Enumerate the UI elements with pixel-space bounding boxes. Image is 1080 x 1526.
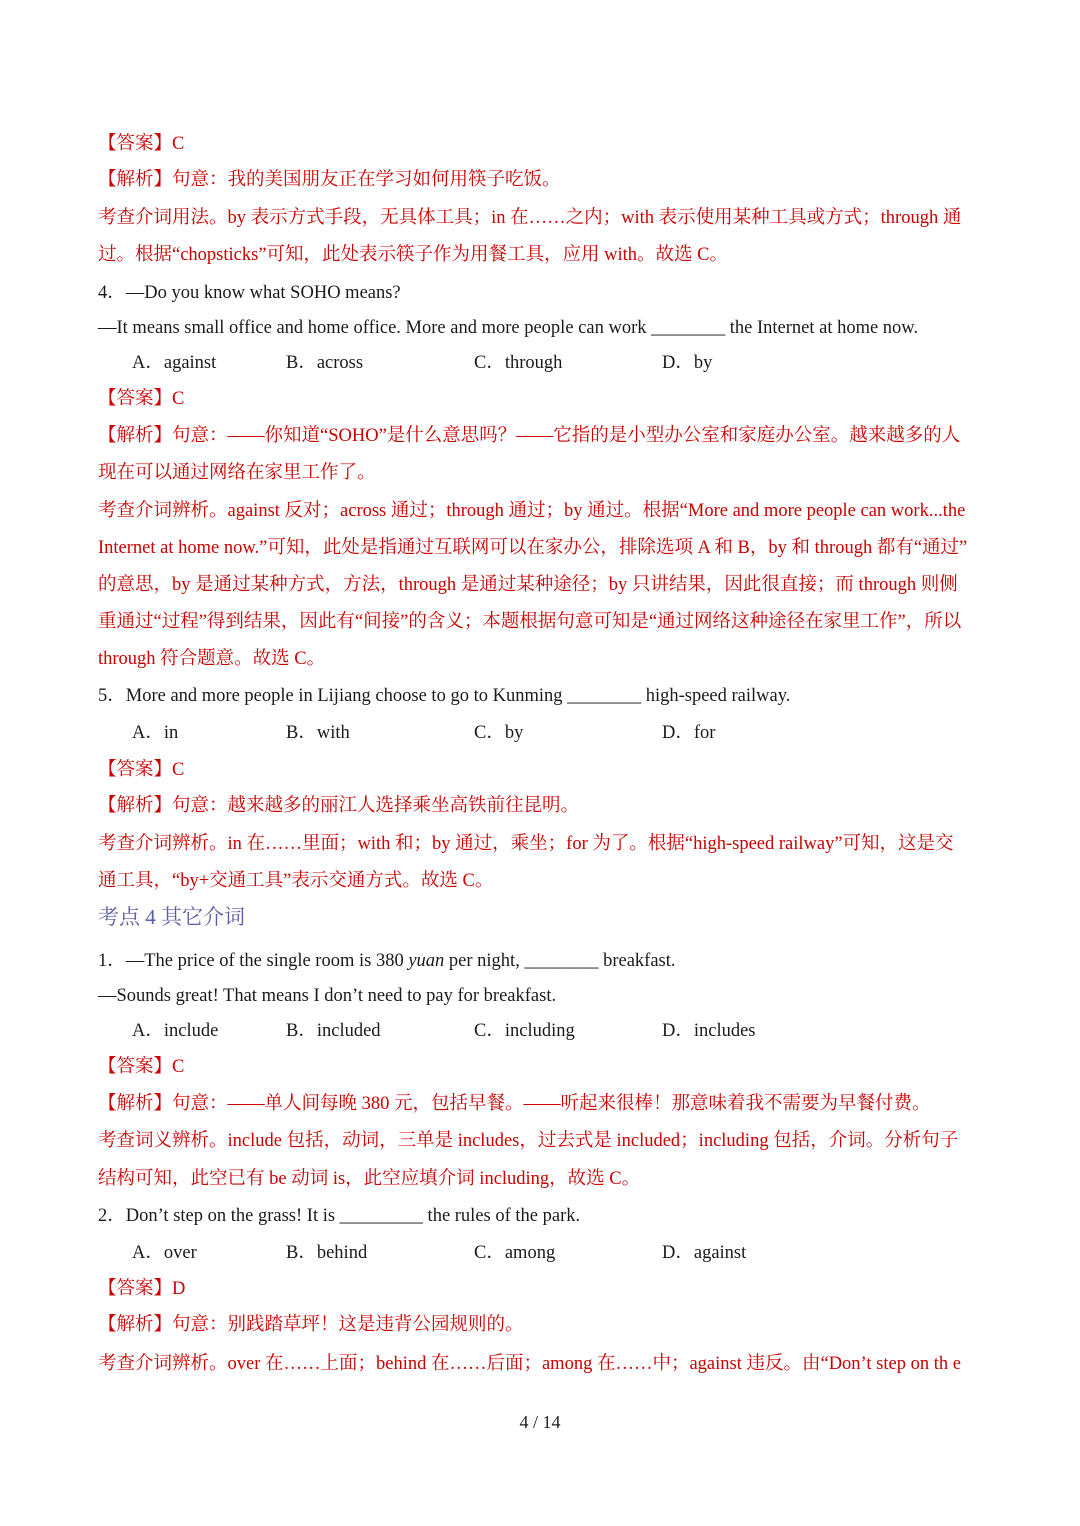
question-stem [98,948,988,974]
analysis-text: 结构可知，此空已有 be 动词 is，此空应填介词 including，故选 C。 [98,1169,641,1189]
analysis-text: 考查介词辨析。against 反对；across 通过；through 通过；by 通过。根据“More and more people can work...the [98,501,966,521]
translation-text: 句意：——你知道“SOHO”是什么意思吗？——它指的是小型办公室和家庭办公室。越来越多的人 [172,426,961,446]
option-b: B．behind [286,1243,368,1263]
page-number: 4 / 14 [519,1412,561,1432]
analysis-text: 考查介词用法。by 表示方式手段，无具体工具；in 在……之内；with 表示使用某种工具或方式；through 通 [98,208,962,228]
question-stem: —Sounds great! That means I don’t need to pay for breakfast. [98,986,557,1006]
translation-line [98,1091,988,1117]
answer-value: C [172,389,185,409]
analysis-text: 考查介词辨析。over 在……上面；behind 在……后面；among 在……中；against 违反。由“Don’t step on th e [98,1354,961,1374]
option-a: A．in [132,723,179,743]
answer-value: C [172,760,185,780]
answer-line [98,1276,988,1302]
analysis-tag: 【解析】 [98,170,173,190]
analysis-tag: 【解析】 [98,426,173,446]
analysis-text: 的意思，by 是通过某种方式，方法，through 是通过某种途径；by 只讲结果，因此很直接；而 through 则侧 [98,575,958,595]
answer-tag: 【答案】 [98,389,173,409]
option-d: D．includes [662,1021,756,1041]
stem-text: per night, ________ breakfast. [444,951,676,971]
answer-value: D [172,1279,186,1299]
option-a: A．over [132,1243,197,1263]
option-c: C．through [474,353,563,373]
translation-text: 句意：别践踏草坪！这是违背公园规则的。 [172,1315,524,1335]
option-c: C．among [474,1243,556,1263]
answer-tag: 【答案】 [98,760,173,780]
option-c: C．including [474,1021,575,1041]
analysis-text: 考查介词辨析。in 在……里面；with 和；by 通过，乘坐；for 为了。根据“high-speed railway”可知，这是交 [98,834,954,854]
option-b: B．across [286,353,364,373]
translation-line [98,793,988,819]
analysis-text: 重通过“过程”得到结果，因此有“间接”的含义；本题根据句意可知是“通过网络这种途径在家里工作”，所以 [98,612,962,632]
option-c: C．by [474,723,524,743]
translation-text: 句意：——单人间每晚 380 元，包括早餐。——听起来很棒！那意味着我不需要为早餐付费。 [172,1094,931,1114]
translation-text: 句意：我的美国朋友正在学习如何用筷子吃饭。 [172,170,561,190]
stem-italic: yuan [408,951,445,971]
analysis-tag: 【解析】 [98,1094,173,1114]
option-d: D．against [662,1243,747,1263]
translation-line [98,167,988,193]
option-b: B．included [286,1021,381,1041]
option-b: B．with [286,723,350,743]
analysis-text: 考查词义辨析。include 包括，动词，三单是 includes，过去式是 included；including 包括，介词。分析句子 [98,1131,959,1151]
question-stem: —It means small office and home office. More and more people can work ________ the Internet at home now. [98,318,919,338]
option-a: A．include [132,1021,219,1041]
analysis-text: Internet at home now.”可知，此处是指通过互联网可以在家办公，排除选项 A 和 B，by 和 through 都有“通过” [98,538,968,558]
answer-tag: 【答案】 [98,134,173,154]
analysis-text: through 符合题意。故选 C。 [98,649,326,669]
stem-text: 1．—The price of the single room is 380 [98,951,409,971]
translation-text: 现在可以通过网络在家里工作了。 [98,463,376,483]
section-heading: 考点 4 其它介词 [98,905,245,929]
question-stem: 5．More and more people in Lijiang choose to go to Kunming ________ high-speed railway. [98,686,791,706]
answer-line [98,386,988,412]
option-a: A．against [132,353,217,373]
question-stem: 2．Don’t step on the grass! It is _________ the rules of the park. [98,1206,581,1226]
answer-value: C [172,134,185,154]
translation-line [98,423,988,449]
analysis-text: 过。根据“chopsticks”可知，此处表示筷子作为用餐工具，应用 with。故选 C。 [98,245,729,265]
question-stem: 4．—Do you know what SOHO means? [98,283,401,303]
translation-text: 句意：越来越多的丽江人选择乘坐高铁前往昆明。 [172,796,580,816]
translation-line [98,1312,988,1338]
answer-line [98,131,988,157]
answer-tag: 【答案】 [98,1057,173,1077]
analysis-tag: 【解析】 [98,796,173,816]
answer-value: C [172,1057,185,1077]
option-d: D．by [662,353,713,373]
answer-line [98,757,988,783]
analysis-text: 通工具，“by+交通工具”表示交通方式。故选 C。 [98,871,494,891]
option-d: D．for [662,723,716,743]
answer-line [98,1054,988,1080]
answer-tag: 【答案】 [98,1279,173,1299]
analysis-tag: 【解析】 [98,1315,173,1335]
